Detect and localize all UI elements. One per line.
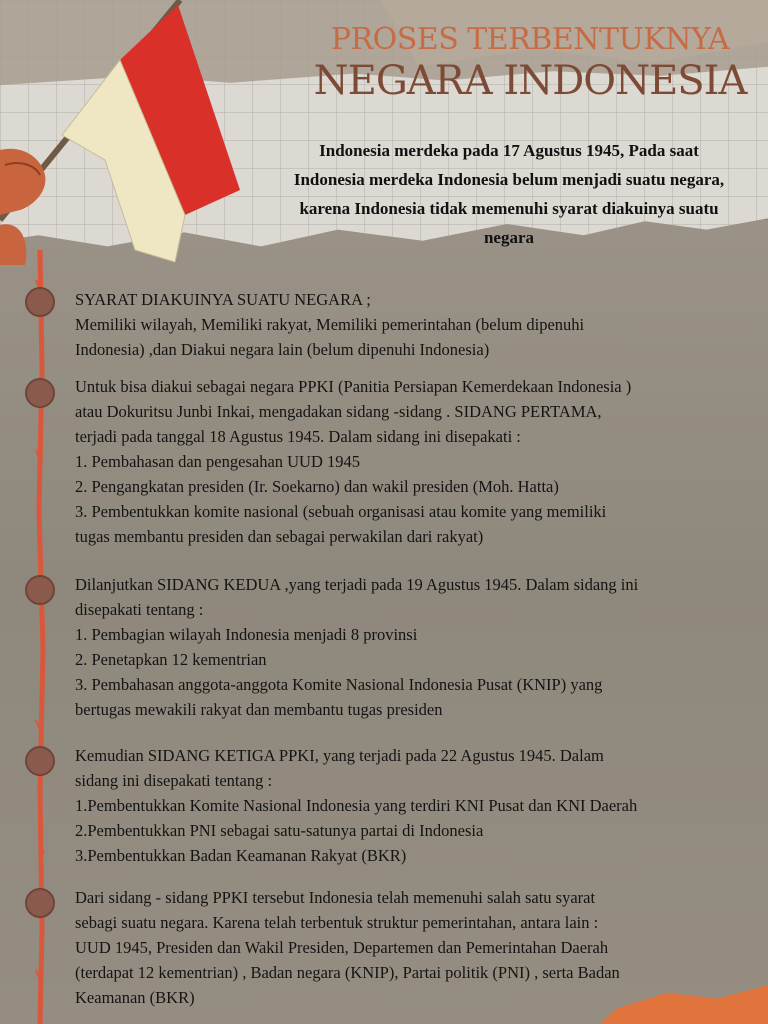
section-line: atau Dokuritsu Junbi Inkai, mengadakan sidang -sidang . SIDANG PERTAMA, bbox=[75, 402, 602, 421]
list-item: 1.Pembentukkan Komite Nasional Indonesia yang terdiri KNI Pusat dan KNI Daerah bbox=[75, 796, 638, 815]
section-line: (terdapat 12 kementrian) , Badan negara (KNIP), Partai politik (PNI) , serta Badan bbox=[75, 963, 620, 982]
intro-line: Indonesia merdeka pada 17 Agustus 1945, Pada saat bbox=[319, 141, 699, 160]
intro-line: karena Indonesia tidak memenuhi syarat diakuinya suatu bbox=[299, 199, 719, 218]
list-item: 2. Penetapkan 12 kementrian bbox=[75, 650, 267, 669]
list-item: tugas membantu presiden dan sebagai perwakilan dari rakyat) bbox=[75, 527, 484, 546]
section-heading: SYARAT DIAKUINYA SUATU NEGARA ; bbox=[75, 290, 371, 309]
list-item: bertugas mewakili rakyat dan membantu tugas presiden bbox=[75, 700, 443, 719]
section-sidang-pertama bbox=[75, 374, 755, 549]
timeline-dot bbox=[25, 287, 55, 317]
section-line: disepakati tentang : bbox=[75, 600, 204, 619]
timeline-dot bbox=[25, 378, 55, 408]
section-syarat bbox=[75, 287, 755, 362]
intro-paragraph bbox=[250, 136, 768, 252]
list-item: 1. Pembagian wilayah Indonesia menjadi 8 provinsi bbox=[75, 625, 418, 644]
list bbox=[75, 449, 755, 549]
section-line: Indonesia) ,dan Diakui negara lain (belum dipenuhi Indonesia) bbox=[75, 340, 490, 359]
hand-icon bbox=[0, 149, 45, 265]
section-line: Keamanan (BKR) bbox=[75, 988, 195, 1007]
list-item: 3.Pembentukkan Badan Keamanan Rakyat (BKR) bbox=[75, 846, 407, 865]
list-item: 3. Pembentukkan komite nasional (sebuah organisasi atau komite yang memiliki bbox=[75, 502, 607, 521]
section-line: Dari sidang - sidang PPKI tersebut Indonesia telah memenuhi salah satu syarat bbox=[75, 888, 596, 907]
timeline-dot bbox=[25, 575, 55, 605]
indonesia-flag-icon bbox=[0, 0, 250, 270]
title-line-2: NEGARA INDONESIA bbox=[313, 58, 747, 104]
section-line: Kemudian SIDANG KETIGA PPKI, yang terjadi pada 22 Agustus 1945. Dalam bbox=[75, 746, 604, 765]
timeline-dot bbox=[25, 746, 55, 776]
section-line: Untuk bisa diakui sebagai negara PPKI (Panitia Persiapan Kemerdekaan Indonesia ) bbox=[75, 377, 632, 396]
section-line: UUD 1945, Presiden dan Wakil Presiden, Departemen dan Pemerintahan Daerah bbox=[75, 938, 609, 957]
section-line: sebagi suatu negara. Karena telah terbentuk struktur pemerintahan, antara lain : bbox=[75, 913, 599, 932]
intro-line: negara bbox=[483, 228, 535, 247]
list-item: 2. Pengangkatan presiden (Ir. Soekarno) dan wakil presiden (Moh. Hatta) bbox=[75, 477, 559, 496]
list-item: 2.Pembentukkan PNI sebagai satu-satunya partai di Indonesia bbox=[75, 821, 484, 840]
section-sidang-ketiga bbox=[75, 743, 755, 868]
section-kesimpulan bbox=[75, 885, 755, 1010]
page-title bbox=[300, 22, 760, 104]
intro-line: Indonesia merdeka Indonesia belum menjadi suatu negara, bbox=[293, 170, 725, 189]
section-line: Dilanjutkan SIDANG KEDUA ,yang terjadi pada 19 Agustus 1945. Dalam sidang ini bbox=[75, 575, 639, 594]
list bbox=[75, 622, 755, 722]
title-line-1: PROSES TERBENTUKNYA bbox=[330, 22, 730, 57]
section-line: terjadi pada tanggal 18 Agustus 1945. Dalam sidang ini disepakati : bbox=[75, 427, 521, 446]
section-line: sidang ini disepakati tentang : bbox=[75, 771, 273, 790]
list-item: 3. Pembahasan anggota-anggota Komite Nasional Indonesia Pusat (KNIP) yang bbox=[75, 675, 603, 694]
list-item: 1. Pembahasan dan pengesahan UUD 1945 bbox=[75, 452, 361, 471]
list bbox=[75, 793, 755, 868]
timeline-dot bbox=[25, 888, 55, 918]
section-sidang-kedua bbox=[75, 572, 755, 722]
section-line: Memiliki wilayah, Memiliki rakyat, Memiliki pemerintahan (belum dipenuhi bbox=[75, 315, 585, 334]
